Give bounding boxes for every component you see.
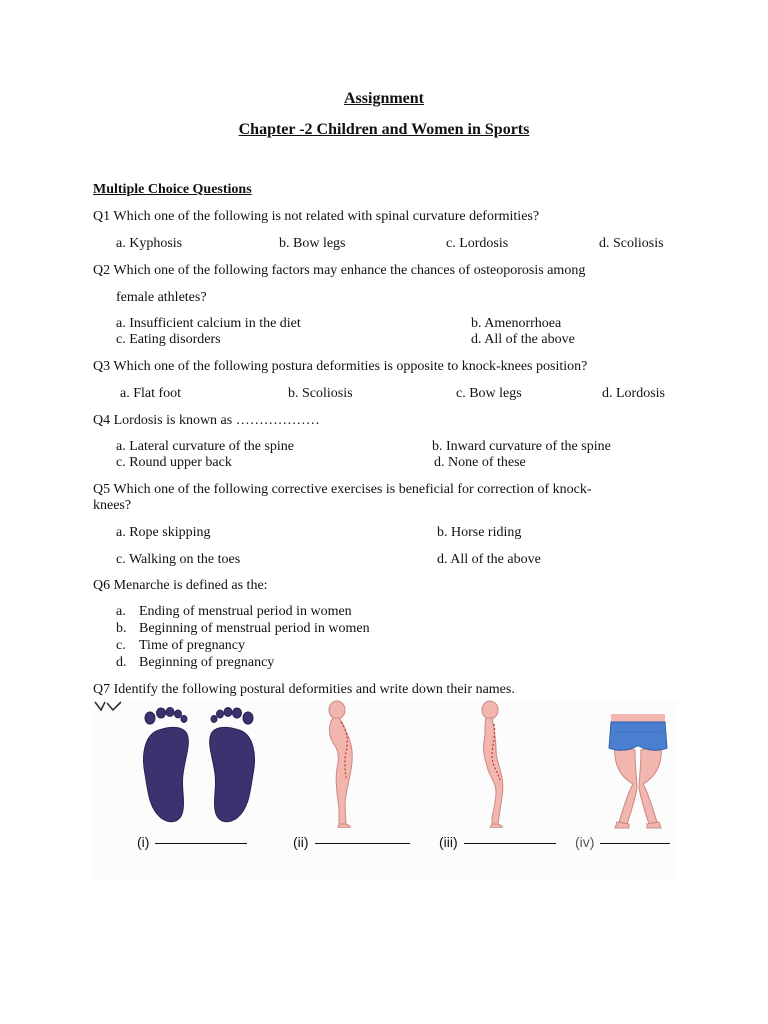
q5-option-a: a. Rope skipping	[116, 525, 211, 540]
q1-option-a: a. Kyphosis	[116, 236, 183, 251]
question-2-cont: female athletes?	[116, 290, 207, 305]
q5-option-b: b. Horse riding	[437, 525, 522, 540]
question-4: Q4 Lordosis is known as ………………	[93, 413, 320, 428]
knock-knees-figure-image	[605, 714, 671, 830]
q4-option-a: a. Lateral curvature of the spine	[116, 439, 295, 454]
q2-option-c: c. Eating disorders	[116, 332, 221, 347]
question-7: Q7 Identify the following postural deformities and write down their names.	[93, 682, 515, 697]
q1-option-d: d. Scoliosis	[599, 236, 664, 251]
q3-option-b: b. Scoliosis	[288, 386, 353, 401]
q4-option-b: b. Inward curvature of the spine	[432, 439, 611, 454]
checkmark-icon	[93, 700, 133, 714]
q3-option-d: d. Lordosis	[602, 386, 665, 401]
q4-option-d: d. None of these	[434, 455, 526, 470]
page-title: Assignment	[343, 90, 424, 107]
q2-option-a: a. Insufficient calcium in the diet	[116, 316, 301, 331]
q6-marker-a: a.	[116, 604, 126, 619]
q6-option-c: Time of pregnancy	[139, 638, 246, 653]
question-5-cont: knees?	[93, 498, 132, 513]
q1-option-b: b. Bow legs	[279, 236, 346, 251]
q6-marker-b: b.	[116, 621, 127, 636]
question-5: Q5 Which one of the following corrective exercises is beneficial for correction of knock-	[93, 482, 592, 497]
q2-option-b: b. Amenorrhoea	[471, 316, 562, 331]
section-heading: Multiple Choice Questions	[93, 182, 252, 197]
postural-deformities-figure	[93, 700, 678, 880]
question-6: Q6 Menarche is defined as the:	[93, 578, 268, 593]
question-1: Q1 Which one of the following is not related with spinal curvature deformities?	[93, 209, 540, 224]
q2-option-d: d. All of the above	[471, 332, 575, 347]
figure-label-i: (i)	[137, 834, 247, 850]
q5-option-c: c. Walking on the toes	[116, 552, 241, 567]
q6-option-b: Beginning of menstrual period in women	[139, 621, 370, 636]
q6-option-a: Ending of menstrual period in women	[139, 604, 352, 619]
figure-label-iv: (iv)	[575, 834, 670, 850]
q4-option-c: c. Round upper back	[116, 455, 232, 470]
q6-option-d: Beginning of pregnancy	[139, 655, 275, 670]
figure-label-ii: (ii)	[293, 834, 410, 850]
q1-option-c: c. Lordosis	[446, 236, 509, 251]
q3-option-c: c. Bow legs	[456, 386, 522, 401]
flat-feet-footprints-image	[137, 704, 272, 826]
kyphosis-figure-image	[319, 700, 369, 828]
figure-label-iii: (iii)	[439, 834, 556, 850]
q6-marker-c: c.	[116, 638, 126, 653]
question-3: Q3 Which one of the following postura deformities is opposite to knock-knees position?	[93, 359, 588, 374]
q5-option-d: d. All of the above	[437, 552, 541, 567]
question-2: Q2 Which one of the following factors may enhance the chances of osteoporosis among	[93, 263, 586, 278]
q3-option-a: a. Flat foot	[120, 386, 182, 401]
chapter-subtitle: Chapter -2 Children and Women in Sports	[238, 121, 530, 138]
q6-marker-d: d.	[116, 655, 127, 670]
lordosis-figure-image	[470, 700, 520, 828]
